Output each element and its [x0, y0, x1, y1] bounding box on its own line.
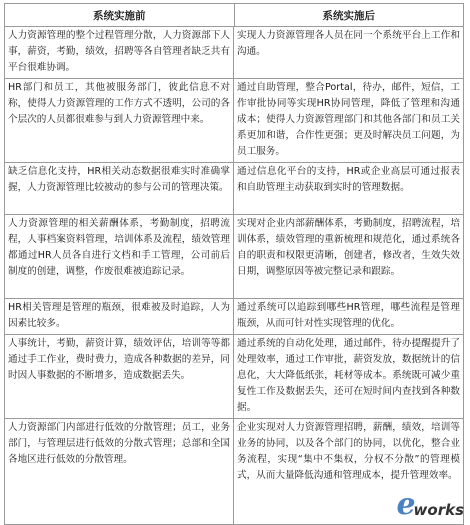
cell-after: 企业实现对人力资源管理招聘，薪酬，绩效，培训等业务的协同，以及各个部门的协同，以优化，整合业务流程，实现“集中不集权，分权不分散”的管理模式，从而大量降低沟通和管理成本，提升管理效率。 — [237, 422, 460, 481]
logo-mark: e — [396, 487, 416, 522]
table-header — [5, 4, 463, 27]
table-row — [5, 163, 463, 215]
cell-before: 人力资源部门内部进行低效的分散管理；员工，业务部门，与管理层进行低效的分散式管理；总部和全国各地区进行低效的分散管理。 — [5, 419, 234, 524]
eworks-watermark-logo — [396, 487, 464, 522]
table-row — [5, 215, 463, 299]
comparison-table — [4, 3, 464, 525]
cell-before: 人事统计，考勤，薪资计算，绩效评估，培训等等都通过手工作业，费时费力，造成各种数据的差异，同时因人事数据的不断增多，造成数据丢失。 — [5, 335, 234, 418]
cell-after: 实现人力资源管理各人员在同一个系统平台上工作和沟通。 — [237, 30, 460, 57]
header-before: 系统实施前 — [5, 4, 235, 26]
cell-before: 人力资源管理的整个过程管理分散，人力资源部下人事，薪资，考勤，绩效，招聘等各自管理者缺乏共有平台很难协调。 — [5, 27, 234, 78]
table-row — [5, 27, 463, 79]
cell-after: 通过系统可以追踪到哪些HR管理，哪些流程是管理瓶颈，从而可针对性实现管理的优化。 — [237, 302, 460, 329]
table-row — [5, 419, 463, 524]
table-row — [5, 79, 463, 163]
cell-before: HR相关管理是管理的瓶颈，很难被及时追踪，人为因素比较多。 — [5, 299, 234, 334]
cell-after: 通过自助管理，整合Portal，待办，邮件，短信，工作审批协同等实现HR协同管理，降低了管理和沟通成本；使得人力资源管理部门和其他各部门和员工关系更加和谐，合作性更强；更及时解决员工问题，为员工服务。 — [237, 82, 460, 157]
table-row — [5, 335, 463, 419]
table-row — [5, 299, 463, 335]
logo-text: works — [413, 501, 464, 519]
cell-before: 缺乏信息化支持，HR相关动态数据很难实时准确掌握，人力资源管理比较被动的参与公司的管理决策。 — [5, 163, 234, 214]
header-after: 系统实施后 — [322, 9, 375, 22]
cell-after: 通过信息化平台的支持，HR或企业高层可通过报表和自助管理主动获取到实时的管理数据。 — [237, 166, 460, 193]
cell-before: 人力资源管理的相关薪酬体系，考勤制度，招聘流程，人事档案资料管理，培训体系及流程，绩效管理都通过HR人员各自进行文档和手工管理，公司前后制度的创建，调整，作废很难被追踪记录。 — [5, 215, 234, 298]
cell-after: 通过系统的自动化处理，通过邮件，待办提醒提升了处理效率，通过工作审批，薪资发放，数据统计的信息化，大大降低纸张，耗材等成本。系统既可减少重复性工作及数据丢失，还可在短时间内查找到各种数据。 — [237, 338, 460, 413]
cell-after: 实现对企业内部薪酬体系，考勤制度，招聘流程，培训体系，绩效管理的重新梳理和规范化，通过系统各自的职责和权限更清晰，创建者，修改者，生效失效日期，调整原因等被完整记录和跟踪。 — [237, 218, 460, 277]
cell-before: HR部门和员工，其他被服务部门，彼此信息不对称，使得人力资源管理的工作方式不透明，公司的各个层次的人员都很难参与到人力资源管理中来。 — [5, 79, 234, 162]
